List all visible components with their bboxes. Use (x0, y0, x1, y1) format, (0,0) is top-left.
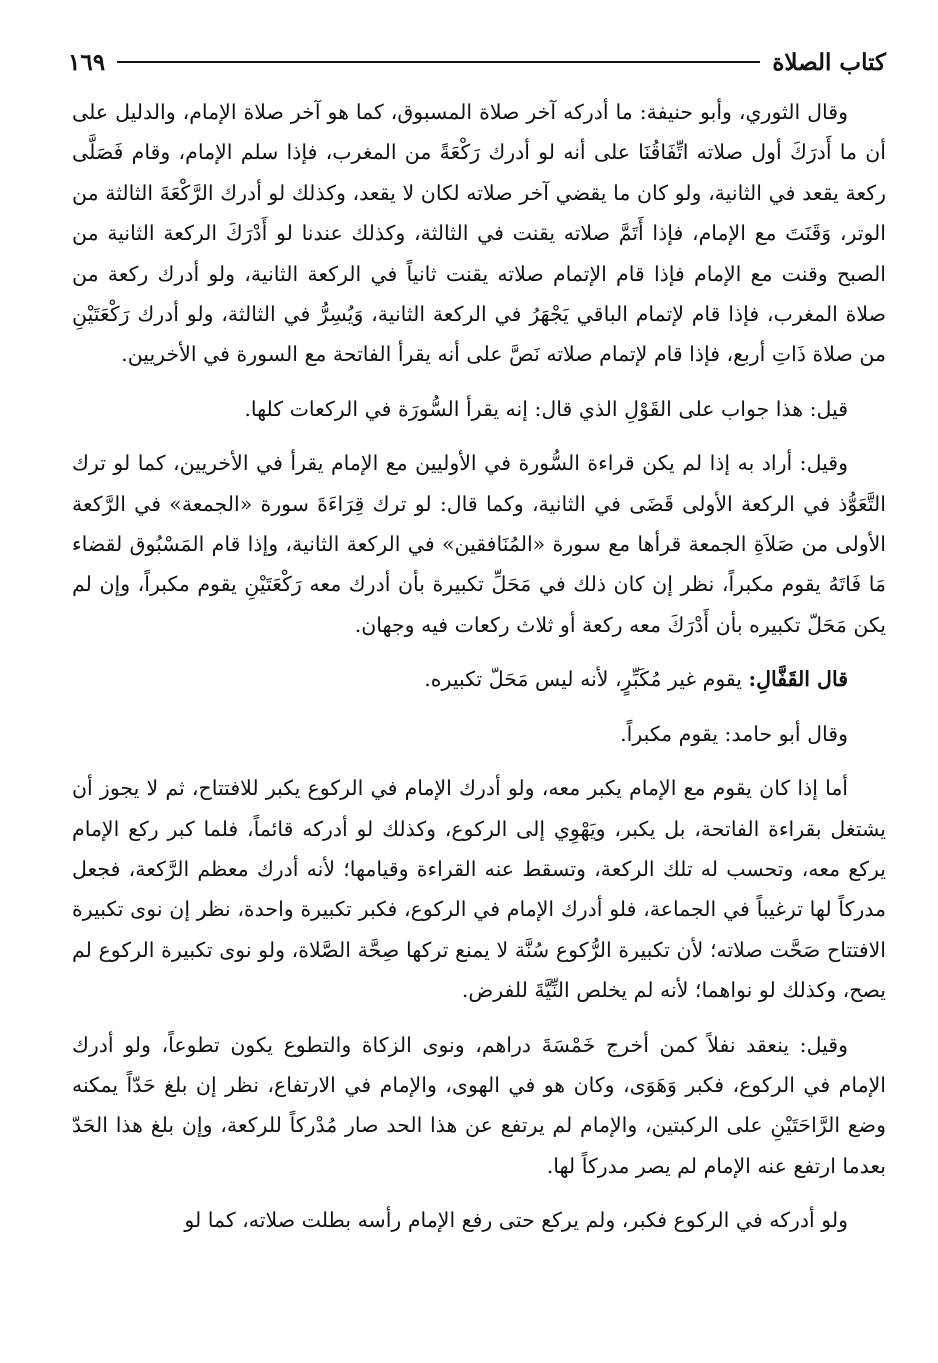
paragraph: وقال أبو حامد: يقوم مكبراً. (620, 721, 848, 746)
paragraph: وقيل: ينعقد نفلاً كمن أخرج خَمْسَةَ دراهم، ونوى الزكاة والتطوع يكون تطوعاً، ولو أدرك الإمام في الركوع، فكبر وَهَوَى، وكان هو في الهوى، والإمام في الارتفاع، نظر إن بلغ حَدّاً يمكنه وضع الرَّاحَتَيْنِ على الركبتين، والإمام لم يرتفع عن هذا الحد صار مُدْركاً للركعة، وإن بلغ هذا الحَدّ بعدما ارتفع عنه الإمام لم يصر مدركاً لها. (72, 1032, 886, 1178)
paragraph: وقيل: أراد به إذا لم يكن قراءة السُّورة في الأوليين مع الإمام يقرأ في الأخريين، كما لو ترك التَّعَوُّذ في الركعة الأولى قَضَى في الثانية، وكما قال: لو ترك قِرَاءَةَ سورة «الجمعة» في الرَّكعة الأولى من صَلاَةِ الجمعة قرأها مع سورة «المُنَافقين» في الركعة الثانية، وإذا قام المَسْبُوق لقضاء مَا فَاتَهُ يقوم مكبراً، نظر إن كان ذلك في مَحَلِّ تكبيرة بأن أدرك معه رَكْعَتَيْنِ يقوم مكبراً، وإن لم يكن مَحَلّ تكبيره بأن أَدْرَكَ معه ركعة أو ثلاث ركعات فيه وجهان. (72, 451, 886, 637)
paragraph (72, 659, 886, 699)
running-title: كتاب الصلاة (772, 48, 886, 76)
paragraph-text: يقوم غير مُكَبِّرٍ، لأنه ليس مَحَلّ تكبيره. (424, 667, 749, 692)
paragraph: أما إذا كان يقوم مع الإمام يكبر معه، ولو أدرك الإمام في الركوع يكبر للافتتاح، ثم لا يجوز أن يشتغل بقراءة الفاتحة، بل يكبر، ويَهْوِي إلى الركوع، وكذلك لو أدركه قائماً، فلما كبر ركع الإمام يركع معه، وتحسب له تلك الركعة، وتسقط عنه القراءة وقيامها؛ لأنه أدرك معظم الرَّكعة، فجعل مدركاً لها ترغيباً في الجماعة، فلو أدرك الإمام في الركوع، فكبر تكبيرة واحدة، نظر إن نوى تكبيرة الافتتاح صَحَّت صلاته؛ لأن تكبيرة الرُّكوع سُنَّة لا يمنع تركها صِحَّة الصَّلاة، ولو نوى تكبيرة الركوع لم يصح، وكذلك لو نواهما؛ لأنه لم يخلص النِّيَّةَ للفرض. (72, 776, 886, 1003)
page-header (68, 44, 886, 80)
paragraph: وقال الثوري، وأبو حنيفة: ما أدركه آخر صلاة المسبوق، كما هو آخر صلاة الإمام، والدليل على أن ما أَدرَكَ أول صلاته اتِّفَاقُنَا على أنه لو أدرك رَكْعَةً من المغرب، فإذا سلم الإمام، وقام فَصَلَّى ركعة يقعد في الثانية، ولو كان ما يقضي آخر صلاته لكان لا يقعد، وكذلك لو أدرك الرَّكْعَةَ الثالثة من الوتر، وَقَنَتَ مع الإمام، فإذا أَتَمَّ صلاته يقنت في الثالثة، وكذلك عندنا لو أَدْرَكَ الركعة الثانية من الصبح وقنت مع الإمام فإذا قام الإتمام صلاته يقنت ثانياً في الركعة الثانية، ولو أدرك ركعة من صلاة المغرب، فإذا قام لإتمام الباقي يَجْهَرُ في الركعة الثانية، وَيُسِرُّ في الثالثة، ولو أدرك رَكْعَتَيْنِ من صلاة ذَاتِ أربع، فإذا قام لإتمام صلاته نَصَّ على أنه يقرأ الفاتحة مع السورة في الأخريين. (72, 100, 886, 367)
paragraph-lead: قال القَفَّالِ: (748, 667, 848, 692)
page-number: ١٦٩ (68, 48, 106, 76)
paragraph: ولو أدركه في الركوع فكبر، ولم يركع حتى رفع الإمام رأسه بطلت صلاته، كما لو (184, 1208, 848, 1233)
paragraph: قيل: هذا جواب على القَوْلِ الذي قال: إنه يقرأ السُّورَة في الركعات كلها. (244, 396, 848, 421)
page-body (72, 92, 886, 1241)
header-rule (117, 61, 760, 63)
